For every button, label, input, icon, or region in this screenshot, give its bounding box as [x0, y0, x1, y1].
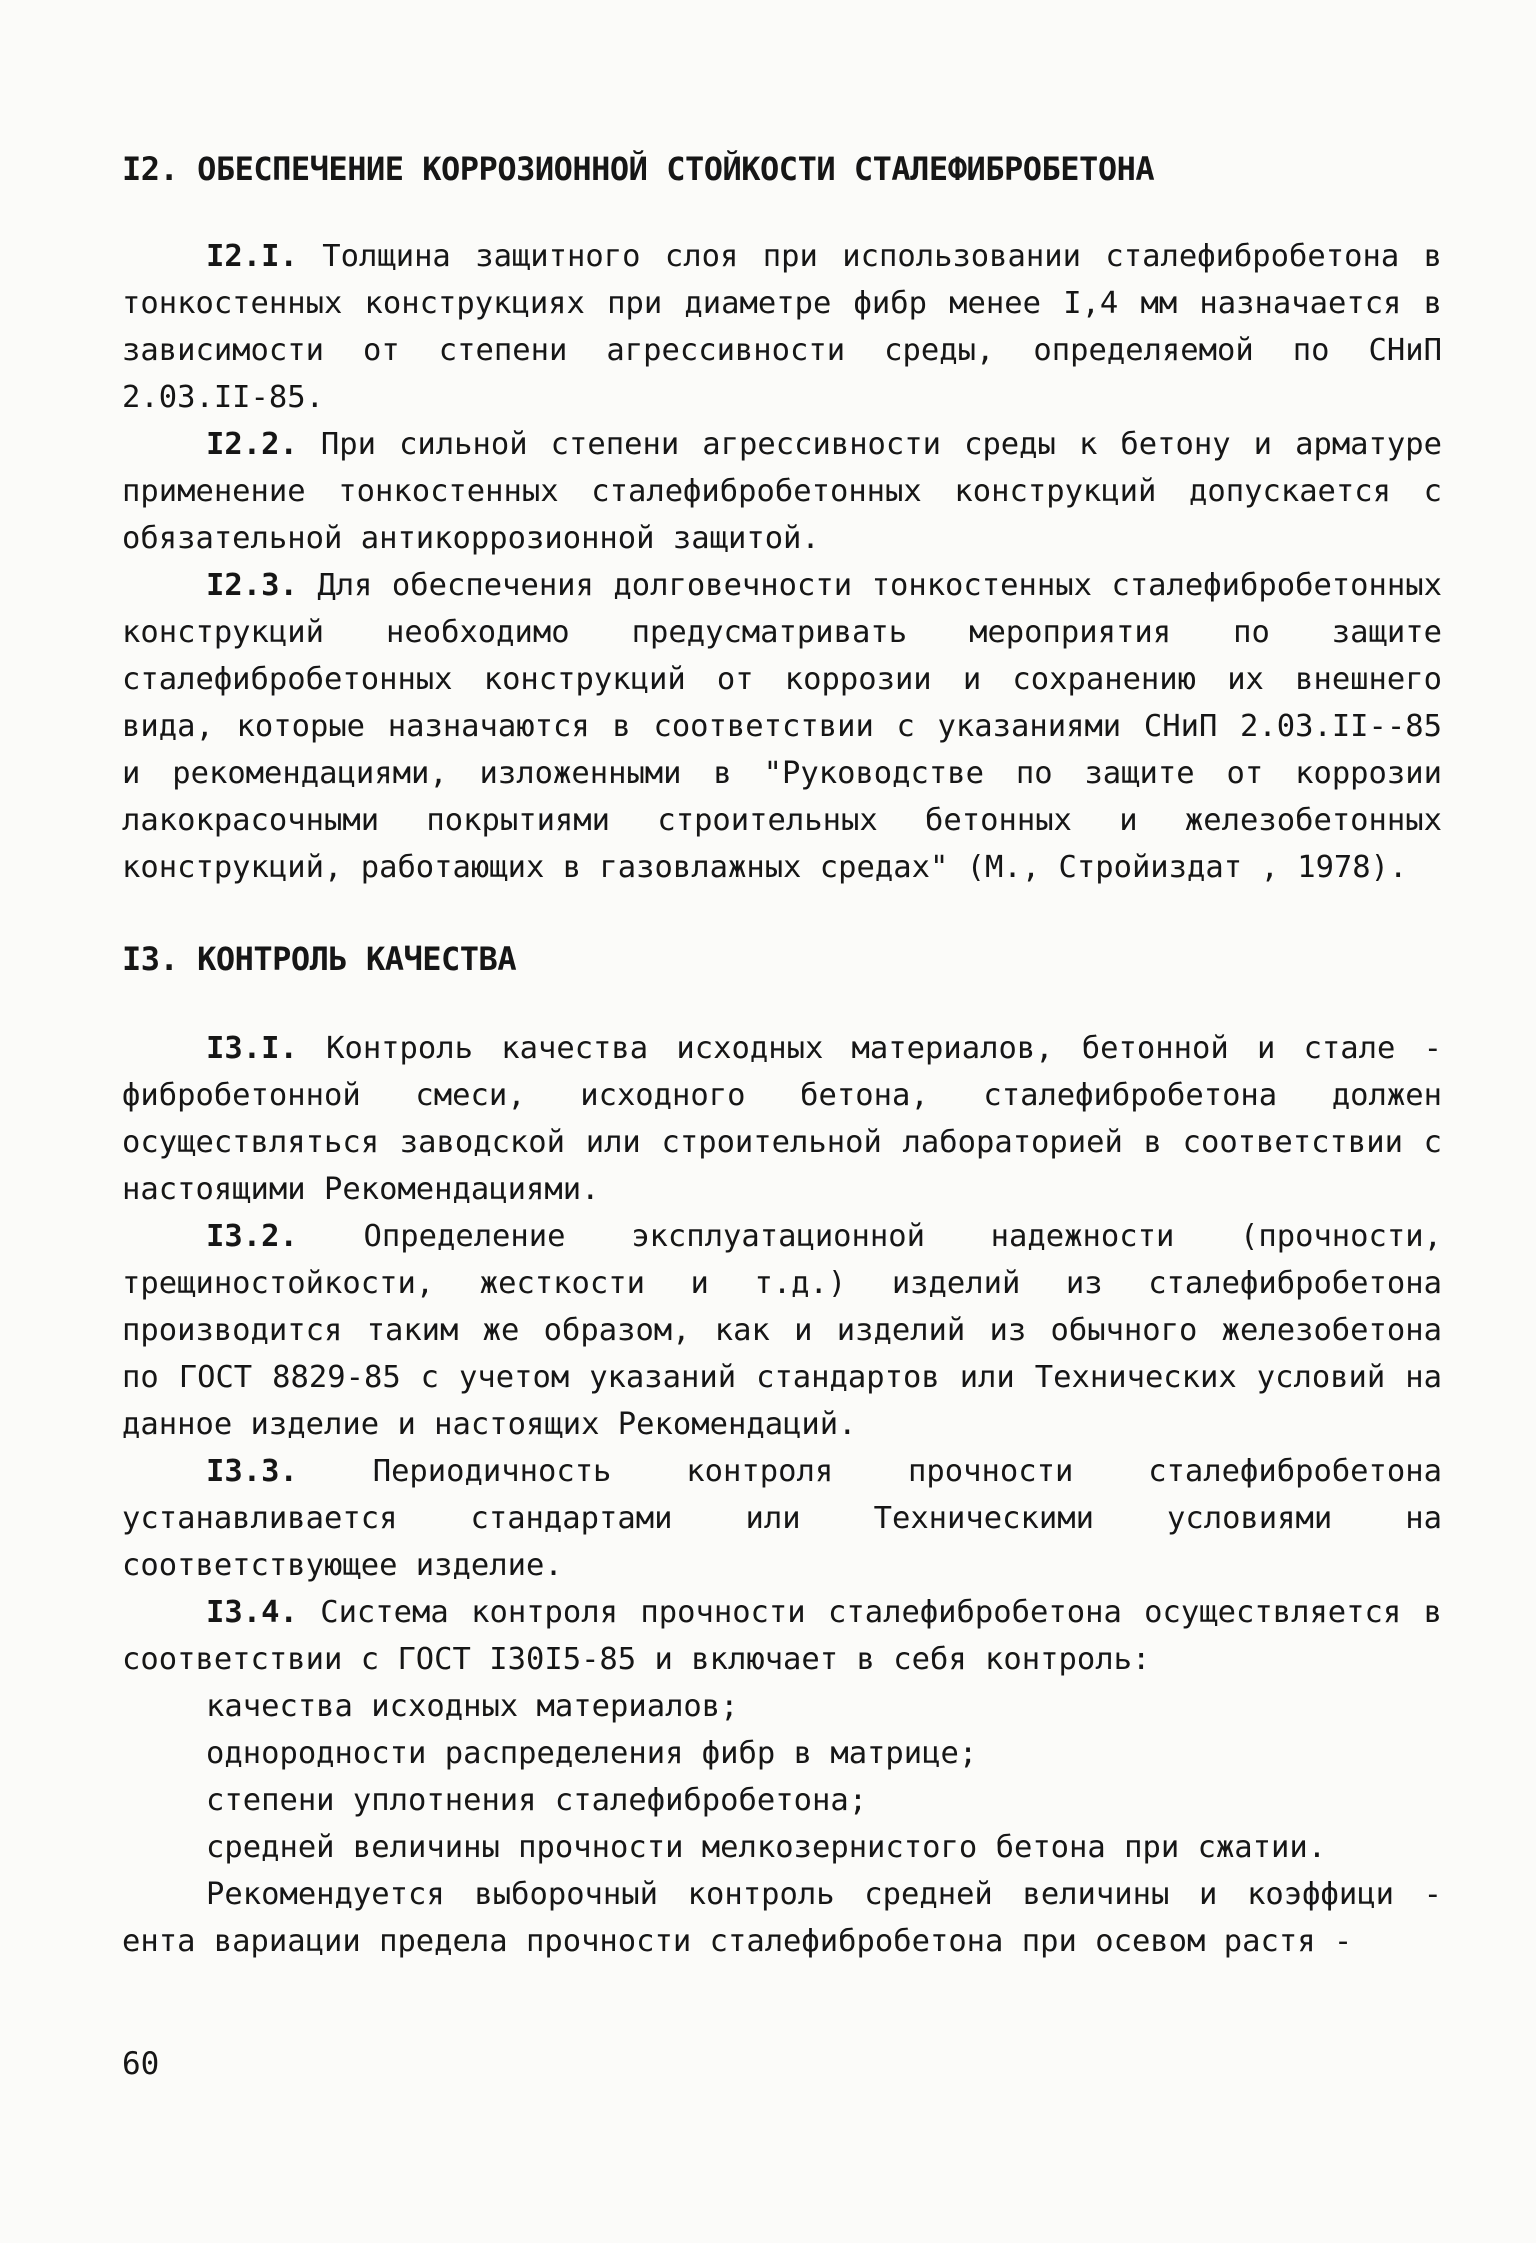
paragraph-number: I3.I. — [206, 1031, 298, 1066]
section-12-heading: I2. ОБЕСПЕЧЕНИЕ КОРРОЗИОННОЙ СТОЙКОСТИ СТАЛЕФИБРОБЕТОНА — [122, 150, 1155, 188]
paragraph-13-4 — [122, 1589, 1442, 1683]
list-item: средней величины прочности мелкозернистого бетона при сжатии. — [206, 1830, 1327, 1865]
list-item: качества исходных материалов; — [206, 1689, 739, 1724]
paragraph-number: I2.3. — [206, 568, 298, 603]
paragraph-number: I2.2. — [206, 427, 298, 462]
closing-paragraph: Рекомендуется выборочный контроль средней величины и коэффици - ента вариации предела прочности сталефибробетона при осевом растя - — [122, 1877, 1442, 1959]
paragraph-text: Толщина защитного слоя при использовании сталефибробетона в тонкостенных конструкциях при диаметре фибр менее I,4 мм назначается в зависимости от степени агрессивности среды, определяемой по СНиП 2.03.II-85. — [122, 239, 1442, 415]
paragraph-text: При сильной степени агрессивности среды к бетону и арматуре применение тонкостенных сталефибробетонных конструкций допускается с обязательной антикоррозионной защитой. — [122, 427, 1442, 556]
paragraph-text: Определение эксплуатационной надежности (прочности, трещиностойкости, жесткости и т.д.) изделий из сталефибробетона производится таким же образом, как и изделий из обычного железобетона по ГОСТ 8829-85 с учетом указаний стандартов или Технических условий на данное изделие и настоящих Рекомендаций. — [122, 1219, 1442, 1442]
paragraph-text: Периодичность контроля прочности сталефибробетона устанавливается стандартами или Техническими условиями на соответствующее изделие. — [122, 1454, 1442, 1583]
paragraph-12-1 — [122, 233, 1442, 421]
section-13-heading: I3. КОНТРОЛЬ КАЧЕСТВА — [122, 940, 517, 978]
paragraph-12-3 — [122, 562, 1442, 891]
paragraph-number: I3.3. — [206, 1454, 298, 1489]
document-page — [122, 145, 1442, 1965]
page-number: 60 — [122, 2046, 160, 2082]
paragraph-13-3 — [122, 1448, 1442, 1589]
paragraph-text: Для обеспечения долговечности тонкостенных сталефибробетонных конструкций необходимо предусматривать мероприятия по защите сталефибробетонных конструкций от коррозии и сохранению их внешнего вида, которые назначаются в соответствии с указаниями СНиП 2.03.II--85 и рекомендациями, изложенными в "Руководстве по защите от коррозии лакокрасочными покрытиями строительных бетонных и железобетонных конструкций, работающих в газовлажных средах" (М., Стройиздат , 1978). — [122, 568, 1442, 885]
list-item: однородности распределения фибр в матрице; — [206, 1736, 978, 1771]
paragraph-text: Контроль качества исходных материалов, бетонной и стале - фибробетонной смеси, исходного бетона, сталефибробетона должен осуществляться заводской или строительной лабораторией в соответствии с настоящими Рекомендациями. — [122, 1031, 1442, 1207]
paragraph-12-2 — [122, 421, 1442, 562]
list-item: степени уплотнения сталефибробетона; — [206, 1783, 868, 1818]
paragraph-number: I3.4. — [206, 1595, 298, 1630]
paragraph-13-2 — [122, 1213, 1442, 1448]
paragraph-13-1 — [122, 1025, 1442, 1213]
paragraph-number: I2.I. — [206, 239, 298, 274]
paragraph-number: I3.2. — [206, 1219, 298, 1254]
paragraph-text: Система контроля прочности сталефибробетона осуществляется в соответствии с ГОСТ I30I5-85 и включает в себя контроль: — [122, 1595, 1442, 1677]
